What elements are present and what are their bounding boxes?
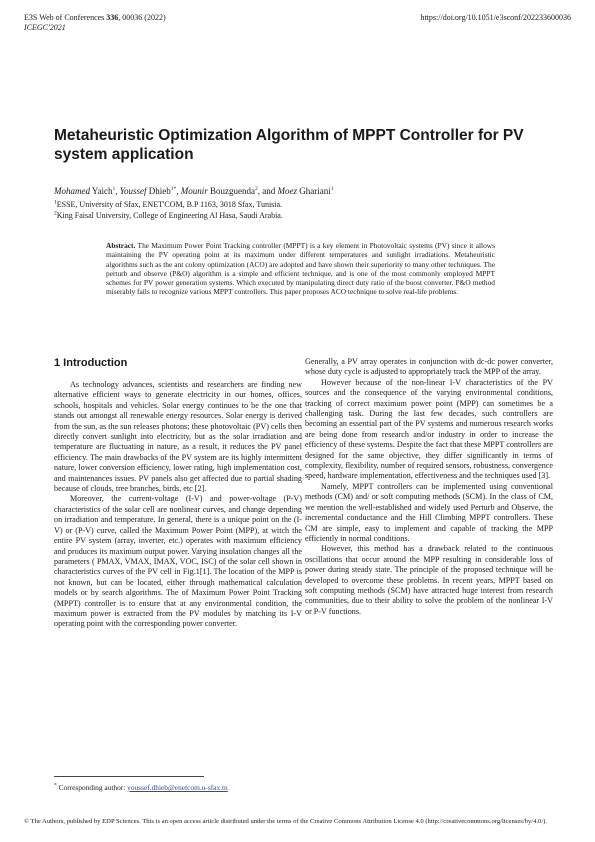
paragraph: As technology advances, scientists and researchers are finding new alternative efficient ways to generate electricity in our homes, offices, schools, hospitals and vehicles. Solar energy continues to be the one that stands out amongst all renewable energy resources. Solar energy is derived from the sun, as the sun releases photons; these photovoltaic (PV) cells then directly convert sunlight into electricity, but as the solar irradiation and temperature are fluctuating in nature, as a result, it reduces the PV panel efficiency. The main drawbacks of the PV system are its highly intermittent nature, lower conversion efficiency, lower rating, high implementation cost, and maintenances issues. PV panels also get affected due to partial shading because of clouds, tree branches, birds, etc [2]. [54, 380, 302, 494]
paper-title: Metaheuristic Optimization Algorithm of MPPT Controller for PV system application [54, 127, 524, 163]
paragraph: Moreover, the current-voltage (I-V) and power-voltage (P-V) characteristics of the solar cell are nonlinear curves, and change depending on irradiation and temperature. In general, there is a unique point on the (I-V) or (P-V) curve, called the Maximum Power Point (MPP), at witch the entire PV system (array, inverter, etc.) operates with maximum efficiency and produces its maximum output power. Varying insolation changes all the parameters ( PMAX, VMAX, IMAX, VOC, ISC) of the solar cell shown in characteristics curves of the PV cell in Fig.1[1]. The location of the MPP is not known, but can be located, either through mathematical calculation models or by search algorithms. The of Maximum Power Point Tracking (MPPT) controller is to ensure that at any environmental condition, the maximum power is extracted from the PV modules by matching its I-V operating point with the corresponding power converter. [54, 494, 302, 629]
paragraph: Generally, a PV array operates in conjunction with dc-dc power converter, whose duty cycle is adjusted to appropriately track the MPP of the array. [305, 357, 553, 377]
author-email-link[interactable]: youssef.dhieb@enetcom.u-sfax.tn [127, 783, 228, 792]
left-column [54, 356, 302, 630]
conference-event: ICEGC'2021 [24, 23, 66, 32]
footnote-divider [54, 776, 204, 777]
abstract-label: Abstract. [106, 241, 136, 250]
affiliation-1: $^1$ESSE, University of Sfax, ENET'COM, B.P 1163, 3018 Sfax, Tunisia. [54, 199, 283, 209]
license-notice: © The Authors, published by EDP Sciences. This is an open access article distributed under the terms of the Creative Commons Attribution License 4.0 (http://creativecommons.org/licenses/by/4.0/). [24, 818, 548, 825]
abstract [106, 241, 495, 297]
right-column [305, 357, 553, 617]
abstract-text: The Maximum Power Point Tracking controller (MPPT) is a key element in Photovoltaic systems (PV) since it allows maintaining the PV operating point at its maximum under different temperatures and sunlight irradiations. Metaheuristic algorithms such as the ant colony optimization (ACO) are adopted and have shown their superiority to many other techniques. The perturb and observe (P&O) algorithm is a simple and efficient technique, and is one of the most commonly employed MPPT schemes for PV power generation systems. Which executed by manipulating direct duty ratio of the boost converter. P&O method miserably fails to recognize various MPPT controllers. This paper proposes ACO technique to solve real-life problems. [106, 241, 495, 297]
doi-link[interactable]: https://doi.org/10.1051/e3sconf/202233600036 [420, 13, 571, 22]
author-list: Mohamed Yaich$^1$, Youssef Dhieb$^{1*}$, Mounir Bouzguenda$^2$, and Moez Ghariani$^1$ [54, 186, 334, 196]
affiliation-2: $^2$King Faisal University, College of Engineering Al Hasa, Saudi Arabia. [54, 210, 283, 220]
conference-citation: E3S Web of Conferences 336, 00036 (2022) [24, 13, 166, 22]
paragraph: However because of the non-linear I-V characteristics of the PV sources and the consequence of the varying environmental conditions, tracking of correct maximum power point (MPP) can sometimes be a challenging task. During the last few decades, such controllers are becoming an essential part of the PV systems and numerous research works are being done from research and/or industry in order to increase the efficiency of these systems. Despite the fact that these MPPT controllers are designed for the same objective, they differ significantly in terms of complexity, flexibility, number of required sensors, robustness, convergence speed, hardware implementation, effectiveness and the techniques used [3]. [305, 377, 553, 481]
running-header [24, 13, 166, 33]
paragraph: Namely, MPPT controllers can be implemented using conventional methods (CM) and/ or soft computing methods (SCM). In the class of CM, we mention the well-established and widely used Perturb and Observe, the incremental conductance and the Hill Climbing MPPT controllers. These CM are simple, easy to implement and capable of tracking the MPP efficiently in normal conditions. [305, 481, 553, 543]
section-heading: 1 Introduction [54, 357, 128, 369]
corresponding-author-footnote: * Corresponding author: youssef.dhieb@enetcom.u-sfax.tn [54, 782, 228, 792]
paragraph: However, this method has a drawback related to the continuous oscillations that occur around the MPP resulting in considerable loss of power during steady state. The principle of the proposed technique will be developed to overcome these problems. In recent years, MPPT based on soft computing methods (SCM) have attracted huge interest from research communities, due to their ability to solve the problem of the nonlinear I-V or P-V functions. [305, 544, 553, 616]
